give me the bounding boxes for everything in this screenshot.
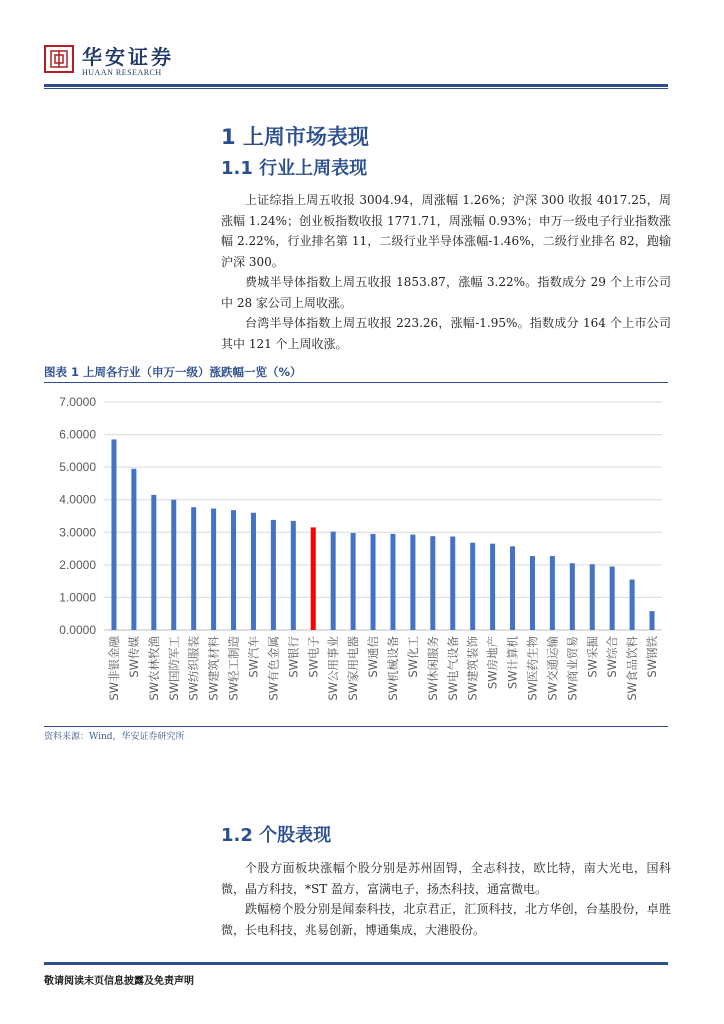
y-tick-label: 2.0000 [59,557,96,572]
x-category-label: SW银行 [286,636,301,678]
y-tick-label: 6.0000 [59,427,96,442]
bar-SW电气设备 [450,537,455,630]
y-tick-label: 1.0000 [59,590,96,605]
x-category-label: SW钢铁 [645,636,660,678]
x-category-label: SW交通运输 [545,636,560,701]
y-tick-label: 5.0000 [59,460,96,475]
paragraph-sox: 费城半导体指数上周五收报 1853.87，涨幅 3.22%。指数成分 29 个上市公司中 28 家公司上周收涨。 [221,275,671,310]
paragraph-taiwan: 台湾半导体指数上周五收报 223.26，涨幅-1.95%。指数成分 164 个上市公司其中 121 个上周收涨。 [221,316,671,351]
brand-name-en: HUAAN RESEARCH [82,68,162,77]
bar-SW综合 [610,566,615,630]
x-category-label: SW家用电器 [346,636,361,701]
x-category-label: SW商业贸易 [565,636,580,701]
bar-SW采掘 [590,564,595,630]
paragraph-market-index: 上证综指上周五收报 3004.94，周涨幅 1.26%；沪深 300 收报 4017.25，周涨幅 1.24%；创业板指数收报 1771.71，周涨幅 0.93%；申万一级电子行业指数涨幅 2.22%，行业排名第 11，二级行业半导体涨幅-1.46%，二级行业排名 82，跑输沪深 300。 [221,193,671,269]
x-category-label: SW房地产 [485,636,500,690]
bar-SW休闲服务 [430,536,435,630]
x-category-label: SW非银金融 [106,636,121,701]
bar-SW非银金融 [111,439,116,630]
paragraph-gainers: 个股方面板块涨幅个股分别是苏州固锝，全志科技，欧比特，南大光电，国科微，晶方科技，*ST 盈方，富满电子，扬杰科技，通富微电。 [221,861,671,896]
bar-SW建筑材料 [211,509,216,630]
bar-SW机械设备 [390,534,395,630]
bar-SW汽车 [251,513,256,630]
figure-source: 资料来源：Wind，华安证券研究所 [44,732,185,742]
bar-SW食品饮料 [630,580,635,630]
bar-SW建筑装饰 [470,543,475,630]
x-category-label: SW计算机 [505,636,520,690]
x-category-label: SW公用事业 [326,636,341,701]
footer-disclaimer: 敬请阅读末页信息披露及免责声明 [44,976,194,987]
x-category-label: SW传媒 [126,636,141,678]
x-category-label: SW食品饮料 [625,636,640,701]
x-category-label: SW有色金属 [266,636,281,701]
bar-SW公用事业 [331,532,336,630]
footer-rule [44,962,668,965]
bar-SW化工 [410,535,415,630]
x-category-label: SW电子 [306,636,321,678]
x-category-label: SW汽车 [246,636,261,678]
x-category-label: SW采掘 [585,636,600,678]
figure-title: 图表 1 上周各行业（申万一级）涨跌幅一览（%） [44,365,302,379]
header-rule-thin [44,88,668,89]
bar-SW家用电器 [351,533,356,630]
y-tick-label: 7.0000 [59,395,96,409]
bar-SW商业贸易 [570,563,575,630]
y-tick-label: 0.0000 [59,623,96,637]
x-category-label: SW化工 [405,636,420,678]
x-category-label: SW纺织服装 [186,636,201,701]
x-category-label: SW国防军工 [166,636,181,701]
logo-glyph-icon [50,50,68,68]
bar-SW国防军工 [171,500,176,630]
source-rule [44,726,668,727]
bar-SW计算机 [510,546,515,630]
subsection-title-industry: 1.1 行业上周表现 [221,158,368,179]
x-category-label: SW轻工制造 [226,636,241,701]
x-category-label: SW农林牧渔 [146,636,161,701]
x-category-label: SW综合 [605,636,620,678]
bar-SW房地产 [490,544,495,630]
x-category-label: SW机械设备 [385,636,400,701]
x-category-label: SW建筑装饰 [465,636,480,701]
bar-SW电子 [311,527,316,630]
x-category-label: SW休闲服务 [425,636,440,701]
brand-name-cn: 华安证券 [82,45,174,69]
subsection-title-stocks: 1.2 个股表现 [221,825,332,846]
x-category-label: SW通信 [366,636,381,678]
bar-SW通信 [371,534,376,630]
section-title: 1 上周市场表现 [221,125,369,149]
industry-bar-chart [0,384,724,726]
x-category-label: SW电气设备 [445,636,460,701]
bar-SW农林牧渔 [151,495,156,630]
bar-SW轻工制造 [231,510,236,630]
logo-mark [44,45,74,73]
bar-SW传媒 [131,469,136,630]
y-tick-label: 3.0000 [59,525,96,540]
bar-SW银行 [291,521,296,630]
figure-rule [44,382,668,383]
x-category-label: SW医药生物 [525,636,540,701]
header-rule [44,84,668,87]
bar-SW有色金属 [271,520,276,630]
x-category-label: SW建筑材料 [206,636,221,701]
bar-SW纺织服装 [191,507,196,630]
bar-SW钢铁 [650,611,655,630]
bar-SW交通运输 [550,556,555,630]
bar-SW医药生物 [530,556,535,630]
paragraph-losers: 跌幅榜个股分别是闻泰科技，北京君正，汇顶科技，北方华创，台基股份，卓胜微，长电科技，兆易创新，博通集成，大港股份。 [221,902,671,937]
y-tick-label: 4.0000 [59,492,96,507]
